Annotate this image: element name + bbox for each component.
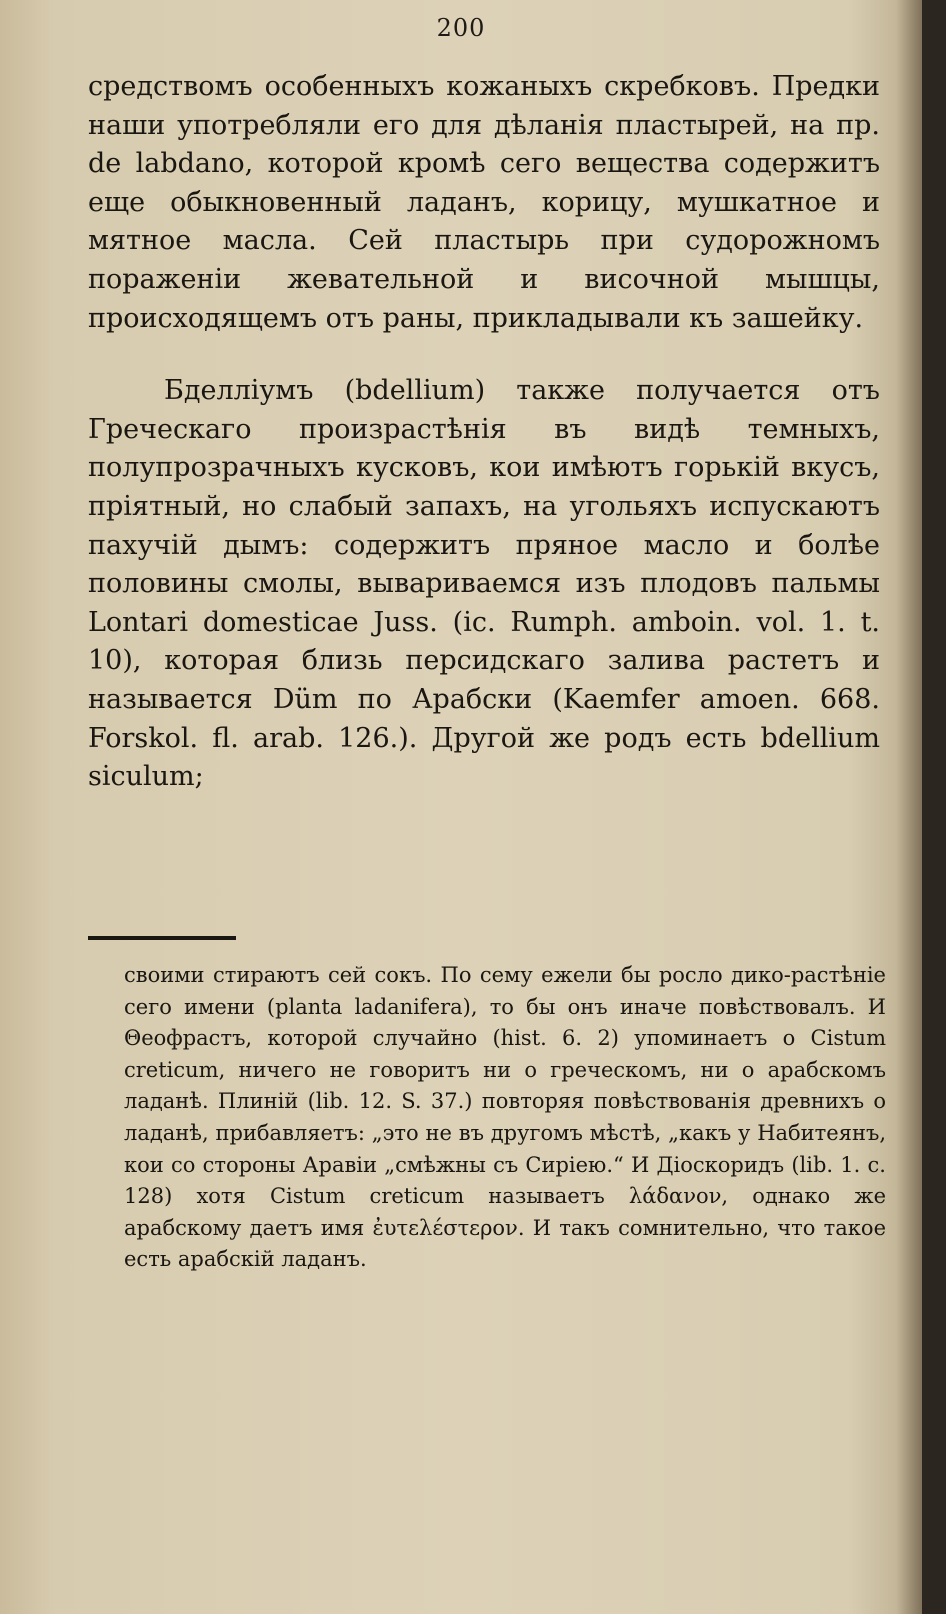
footnote-divider bbox=[88, 936, 236, 940]
main-text bbox=[88, 68, 880, 797]
page-number: 200 bbox=[436, 14, 486, 42]
paragraph-1: средствомъ особенныхъ кожаныхъ скребковъ. Предки наши употребляли его для дѣланія пластырей, на пр. de labdano, которой кромѣ сего вещества содержитъ еще обыкновенный ладанъ, корицу, мушкатное и мятное масла. Сей пластырь при судорожномъ пораженіи жевательной и височной мышцы, происходящемъ отъ раны, прикладывали къ зашейку. bbox=[88, 71, 880, 334]
paragraph-2: Бделліумъ (bdellium) также получается отъ Греческаго произрастѣнія въ видѣ темныхъ, полупрозрачныхъ кусковъ, кои имѣютъ горькій вкусъ, пріятный, но слабый запахъ, на угольяхъ испускаютъ пахучій дымъ: содержитъ пряное масло и болѣе половины смолы, вывариваемся изъ плодовъ пальмы Lontari domesticae Juss. (ic. Rumph. amboin. vol. 1. t. 10), которая близь персидскаго залива растетъ и называется Düm по Арабски (Kaemfer amoen. 668. Forskol. fl. arab. 126.). Другой же родъ есть bdellium siculum; bbox=[88, 375, 880, 793]
footnote-text: своими стираютъ сей сокъ. По сему ежели бы росло дико-растѣніе сего имени (planta ladanifera), то бы онъ иначе повѣствовалъ. И Θеофрастъ, которой случайно (hist. 6. 2) упоминаетъ о Cistum creticum, ничего не говоритъ ни о греческомъ, ни о арабскомъ ладанѣ. Плиній (lib. 12. S. 37.) повторяя повѣствованія древнихъ о ладанѣ, прибавляетъ: „это не въ другомъ мѣстѣ, „какъ у Набитеянъ, кои со стороны Аравіи „смѣжны съ Сиріею.“ И Діоскоридъ (lib. 1. c. 128) хотя Cistum creticum называетъ λάδανον, однако же арабскому даетъ имя ἐυτελέστερον. И такъ сомнительно, что такое есть арабскій ладанъ. bbox=[124, 963, 886, 1272]
page-edge-shadow bbox=[896, 0, 922, 1614]
footnote bbox=[124, 960, 886, 1276]
